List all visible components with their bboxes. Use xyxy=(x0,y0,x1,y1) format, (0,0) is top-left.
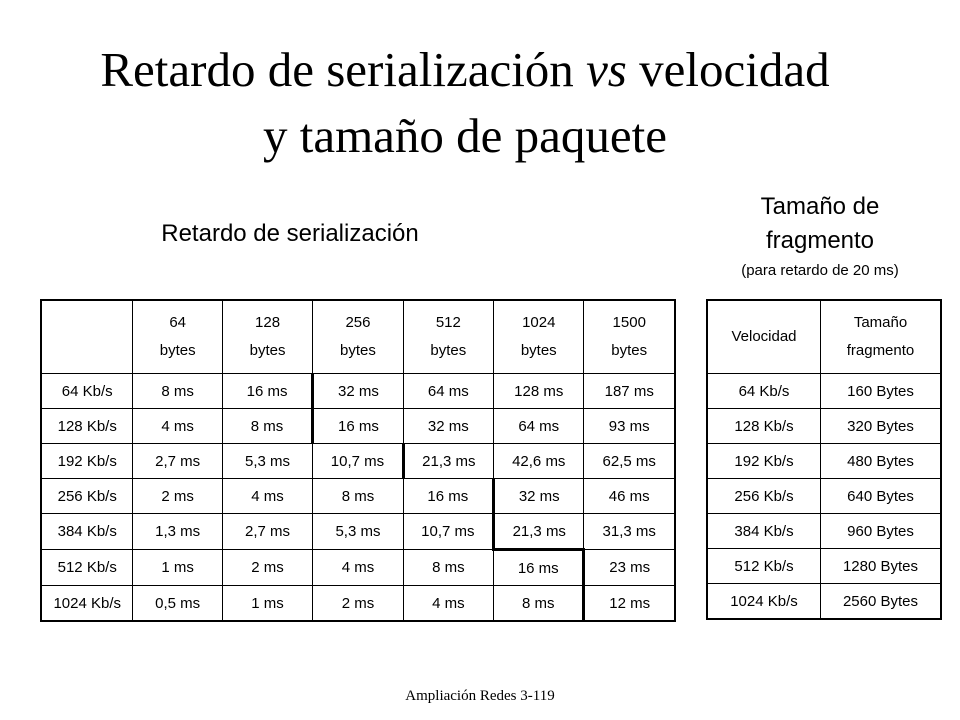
delay-cell: 93 ms xyxy=(584,409,675,444)
header-cell-64 xyxy=(133,300,222,374)
header-cell-256 xyxy=(313,300,403,374)
delay-cell: 32 ms xyxy=(313,374,403,409)
row-speed: 384 Kb/s xyxy=(707,514,821,549)
serialization-delay-table xyxy=(40,299,676,622)
row-speed: 1024 Kb/s xyxy=(41,586,133,622)
fragment-table-heading xyxy=(690,190,950,258)
delay-cell: 2 ms xyxy=(313,586,403,622)
delay-cell: 5,3 ms xyxy=(222,444,312,479)
table-row xyxy=(707,374,941,409)
column-unit: bytes xyxy=(249,342,286,359)
header-corner-cell xyxy=(41,300,133,374)
table-row xyxy=(707,514,941,549)
delay-cell: 64 ms xyxy=(403,374,493,409)
table-header-row xyxy=(707,300,941,374)
header-cell-1024 xyxy=(494,300,584,374)
delay-cell: 4 ms xyxy=(403,586,493,622)
column-size: 1500 xyxy=(612,314,646,331)
header-cell-128 xyxy=(222,300,312,374)
row-speed: 128 Kb/s xyxy=(41,409,133,444)
delay-cell: 16 ms xyxy=(313,409,403,444)
delay-cell: 5,3 ms xyxy=(313,514,403,550)
delay-cell: 4 ms xyxy=(133,409,222,444)
title-text-italic: vs xyxy=(586,42,627,97)
delay-cell: 187 ms xyxy=(584,374,675,409)
row-speed: 256 Kb/s xyxy=(41,479,133,514)
delay-cell: 16 ms xyxy=(403,479,493,514)
header-speed: Velocidad xyxy=(707,300,821,374)
delay-cell: 16 ms xyxy=(494,550,584,586)
delay-cell: 1 ms xyxy=(133,550,222,586)
column-size: 1024 xyxy=(522,314,556,331)
delay-cell: 21,3 ms xyxy=(403,444,493,479)
delay-cell: 8 ms xyxy=(313,479,403,514)
table-row xyxy=(707,479,941,514)
row-speed: 128 Kb/s xyxy=(707,409,821,444)
column-unit: bytes xyxy=(340,342,376,359)
column-unit: bytes xyxy=(430,342,467,359)
delay-cell: 2,7 ms xyxy=(222,514,312,550)
table-row xyxy=(41,586,675,622)
header-cell-1500 xyxy=(584,300,675,374)
delay-cell: 128 ms xyxy=(494,374,584,409)
fragment-size-cell: 160 Bytes xyxy=(821,374,942,409)
delay-cell: 4 ms xyxy=(222,479,312,514)
delay-cell: 2,7 ms xyxy=(133,444,222,479)
column-unit: bytes xyxy=(520,342,557,359)
column-unit: bytes xyxy=(611,342,648,359)
table-row xyxy=(707,444,941,479)
column-size: 512 xyxy=(435,314,461,331)
table-row xyxy=(707,549,941,584)
row-speed: 192 Kb/s xyxy=(41,444,133,479)
delay-cell: 2 ms xyxy=(222,550,312,586)
delay-cell: 32 ms xyxy=(403,409,493,444)
row-speed: 64 Kb/s xyxy=(707,374,821,409)
title-text-after: velocidad xyxy=(626,42,830,97)
delay-cell: 10,7 ms xyxy=(403,514,493,550)
fragment-size-table xyxy=(706,299,942,620)
fragment-size-cell: 640 Bytes xyxy=(821,479,942,514)
fragment-size-cell: 960 Bytes xyxy=(821,514,942,549)
column-size: 128 xyxy=(255,314,281,331)
delay-table-heading: Retardo de serialización xyxy=(161,220,419,247)
delay-cell: 1 ms xyxy=(222,586,312,622)
delay-cell: 32 ms xyxy=(494,479,584,514)
delay-cell: 2 ms xyxy=(133,479,222,514)
delay-cell: 46 ms xyxy=(584,479,675,514)
fragment-heading-line-2: fragmento xyxy=(765,227,875,254)
table-row xyxy=(41,514,675,550)
delay-cell: 8 ms xyxy=(222,409,312,444)
page-title-line-1 xyxy=(0,42,930,98)
delay-cell: 23 ms xyxy=(584,550,675,586)
header-size-line-1: Tamaño xyxy=(853,314,908,331)
row-speed: 64 Kb/s xyxy=(41,374,133,409)
row-speed: 192 Kb/s xyxy=(707,444,821,479)
delay-cell: 4 ms xyxy=(313,550,403,586)
fragment-size-cell: 320 Bytes xyxy=(821,409,942,444)
fragment-heading-line-1: Tamaño de xyxy=(760,193,880,220)
delay-cell: 8 ms xyxy=(133,374,222,409)
delay-cell: 12 ms xyxy=(584,586,675,622)
delay-cell: 62,5 ms xyxy=(584,444,675,479)
header-size-line-2: fragmento xyxy=(846,342,915,359)
delay-cell: 8 ms xyxy=(403,550,493,586)
delay-cell: 1,3 ms xyxy=(133,514,222,550)
title-text-before: Retardo de serialización xyxy=(100,42,587,97)
delay-cell: 31,3 ms xyxy=(584,514,675,550)
fragment-size-cell: 1280 Bytes xyxy=(821,549,942,584)
delay-cell: 8 ms xyxy=(494,586,584,622)
column-size: 64 xyxy=(169,314,186,331)
table-row xyxy=(41,409,675,444)
header-fragment-size xyxy=(821,300,942,374)
row-speed: 1024 Kb/s xyxy=(707,584,821,620)
header-cell-512 xyxy=(403,300,493,374)
table-row xyxy=(41,444,675,479)
fragment-table-note: (para retardo de 20 ms) xyxy=(741,262,899,279)
delay-cell: 0,5 ms xyxy=(133,586,222,622)
delay-cell: 42,6 ms xyxy=(494,444,584,479)
slide-footer: Ampliación Redes 3-119 xyxy=(405,688,555,704)
delay-cell: 10,7 ms xyxy=(313,444,403,479)
column-size: 256 xyxy=(345,314,371,331)
delay-cell: 16 ms xyxy=(222,374,312,409)
table-row xyxy=(41,479,675,514)
table-row xyxy=(707,584,941,620)
row-speed: 256 Kb/s xyxy=(707,479,821,514)
delay-cell: 21,3 ms xyxy=(494,514,584,550)
row-speed: 384 Kb/s xyxy=(41,514,133,550)
row-speed: 512 Kb/s xyxy=(707,549,821,584)
table-row xyxy=(707,409,941,444)
table-header-row xyxy=(41,300,675,374)
row-speed: 512 Kb/s xyxy=(41,550,133,586)
page-title-line-2: y tamaño de paquete xyxy=(262,108,668,163)
delay-cell: 64 ms xyxy=(494,409,584,444)
table-row xyxy=(41,550,675,586)
column-unit: bytes xyxy=(159,342,196,359)
fragment-size-cell: 2560 Bytes xyxy=(821,584,942,620)
fragment-size-cell: 480 Bytes xyxy=(821,444,942,479)
table-row xyxy=(41,374,675,409)
